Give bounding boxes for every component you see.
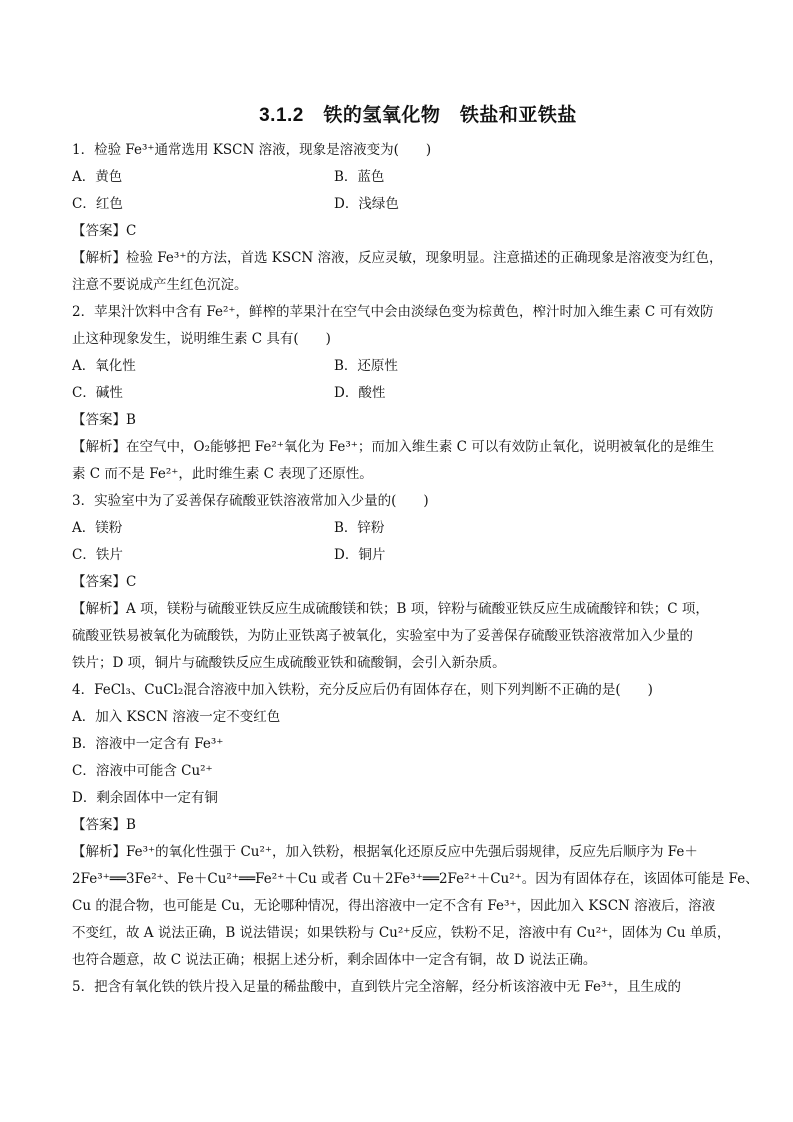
q3-stem: 3．实验室中为了妥善保存硫酸亚铁溶液常加入少量的( ) [72,493,429,509]
q3-option-b: B．锌粉 [334,520,385,536]
q1-option-a: A．黄色 [72,169,123,185]
q2-option-d: D．酸性 [334,385,386,401]
q3-explanation-line-1: 【解析】A 项，镁粉与硫酸亚铁反应生成硫酸镁和铁；B 项，锌粉与硫酸亚铁反应生成硫酸锌和铁；C 项， [72,601,709,617]
q4-explanation-line-3: Cu 的混合物，也可能是 Cu，无论哪种情况，得出溶液中一定不含有 Fe³⁺，因此加入 KSCN 溶液后，溶液 [72,898,716,914]
q2-options-row-2 [72,380,724,407]
q3-explanation-line-3: 铁片；D 项，铜片与硫酸铁反应生成硫酸亚铁和硫酸铜，会引入新杂质。 [72,655,506,671]
q3-option-c: C．铁片 [72,547,123,563]
q3-option-a: A．镁粉 [72,520,123,536]
q1-option-b: B．蓝色 [334,169,385,185]
q2-stem-line-2: 止这种现象发生，说明维生素 C 具有( ) [72,331,331,347]
q4-answer: 【答案】B [72,817,136,833]
q2-answer: 【答案】B [72,412,136,428]
q2-option-b: B．还原性 [334,358,398,374]
q2-options-row-1 [72,353,724,380]
q3-explanation-line-2: 硫酸亚铁易被氧化为硫酸铁，为防止亚铁离子被氧化，实验室中为了妥善保存硫酸亚铁溶液常加入少量的 [72,628,693,644]
q1-options-row-1 [72,164,724,191]
q4-explanation-line-2: 2Fe³⁺══3Fe²⁺、Fe＋Cu²⁺══Fe²⁺＋Cu 或者 Cu＋2Fe³⁺══2Fe²⁺＋Cu²⁺。因为有固体存在，该固体可能是 Fe、 [72,871,759,887]
q2-option-c: C．碱性 [72,385,123,401]
q1-options-row-2 [72,191,724,218]
q4-explanation-line-5: 也符合题意，故 C 说法正确；根据上述分析，剩余固体中一定含有铜，故 D 说法正确。 [72,952,597,968]
q5-stem-line-1: 5．把含有氧化铁的铁片投入足量的稀盐酸中，直到铁片完全溶解，经分析该溶液中无 Fe³⁺，且生成的 [72,979,682,995]
q4-explanation-line-4: 不变红，故 A 说法正确，B 说法错误；如果铁粉与 Cu²⁺反应，铁粉不足，溶液中有 Cu²⁺，固体为 Cu 单质， [72,925,731,941]
q4-option-c: C．溶液中可能含 Cu²⁺ [72,763,213,779]
q1-option-d: D．浅绿色 [334,196,399,212]
q2-stem-line-1: 2．苹果汁饮料中含有 Fe²⁺，鲜榨的苹果汁在空气中会由淡绿色变为棕黄色，榨汁时加入维生素 C 可有效防 [72,304,714,320]
page-title: 3.1.2 铁的氢氧化物 铁盐和亚铁盐 [259,105,577,126]
document-page [72,100,759,1001]
q4-explanation-line-1: 【解析】Fe³⁺的氧化性强于 Cu²⁺，加入铁粉，根据氧化还原反应中先强后弱规律，反应先后顺序为 Fe＋ [72,844,698,860]
q1-explanation-line-2: 注意不要说成产生红色沉淀。 [72,277,248,293]
q1-explanation-line-1: 【解析】检验 Fe³⁺的方法，首选 KSCN 溶液，反应灵敏，现象明显。注意描述的正确现象是溶液变为红色， [72,250,723,266]
q1-answer: 【答案】C [72,223,137,239]
q4-option-b: B．溶液中一定含有 Fe³⁺ [72,736,224,752]
q2-option-a: A．氧化性 [72,358,136,374]
q2-explanation-line-2: 素 C 而不是 Fe²⁺，此时维生素 C 表现了还原性。 [72,466,373,482]
q3-answer: 【答案】C [72,574,137,590]
q1-option-c: C．红色 [72,196,123,212]
q4-option-a: A．加入 KSCN 溶液一定不变红色 [72,709,281,725]
q3-options-row-1 [72,515,724,542]
q4-option-d: D．剩余固体中一定有铜 [72,790,218,806]
q3-options-row-2 [72,542,724,569]
q1-stem: 1．检验 Fe³⁺通常选用 KSCN 溶液，现象是溶液变为( ) [72,142,432,158]
q4-stem: 4．FeCl₃、CuCl₂混合溶液中加入铁粉，充分反应后仍有固体存在，则下列判断不正确的是( ) [72,682,653,698]
q2-explanation-line-1: 【解析】在空气中，O₂能够把 Fe²⁺氧化为 Fe³⁺；而加入维生素 C 可以有效防止氧化，说明被氧化的是维生 [72,439,715,455]
q3-option-d: D．铜片 [334,547,386,563]
